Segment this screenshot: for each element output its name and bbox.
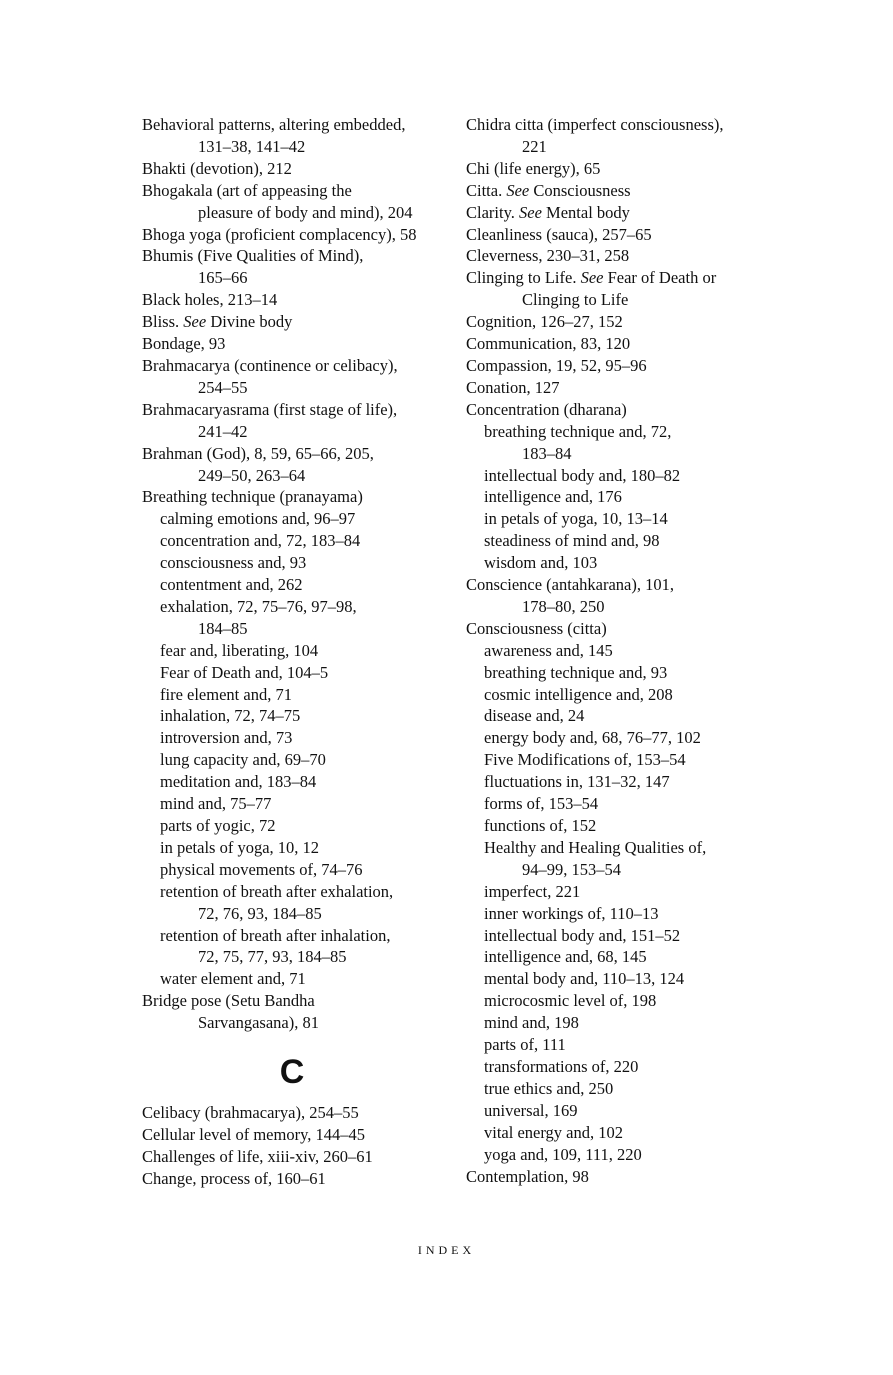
index-entry-line: true ethics and, 250	[484, 1078, 614, 1098]
section-letter-heading: C	[279, 1053, 305, 1092]
index-entry-line: Breathing technique (pranayama)	[142, 487, 363, 507]
index-entry-continuation: Clinging to Life	[522, 290, 629, 310]
index-entry-line: Cleverness, 230–31, 258	[466, 246, 630, 266]
index-entry-line: Celibacy (brahmacarya), 254–55	[142, 1103, 359, 1123]
index-entry	[142, 245, 452, 289]
index-entry-line: Contemplation, 98	[466, 1166, 589, 1186]
index-entry	[142, 990, 452, 1034]
index-entry	[466, 421, 776, 465]
index-entry	[466, 486, 776, 508]
index-entry-line: breathing technique and, 93	[484, 662, 668, 682]
index-entry-line: exhalation, 72, 75–76, 97–98,	[160, 596, 357, 616]
index-entries-c	[142, 1102, 452, 1190]
index-entry	[466, 1166, 776, 1188]
index-entry-line: Black holes, 213–14	[142, 290, 278, 310]
index-entry	[142, 662, 452, 684]
index-entry-line: retention of breath after exhalation,	[160, 881, 394, 901]
index-entry	[466, 662, 776, 684]
index-entry	[466, 399, 776, 421]
index-entry-line: Bondage, 93	[142, 334, 226, 354]
index-entry	[142, 114, 452, 158]
index-entry	[466, 552, 776, 574]
index-entry	[142, 158, 452, 180]
index-entry-continuation: 72, 76, 93, 184–85	[198, 903, 322, 923]
index-entry	[466, 618, 776, 640]
index-entry	[466, 684, 776, 706]
index-entry	[466, 245, 776, 267]
index-entry-line: wisdom and, 103	[484, 553, 598, 573]
index-entry	[142, 771, 452, 793]
index-entry-continuation: Sarvangasana), 81	[198, 1013, 319, 1033]
index-entry	[142, 574, 452, 596]
index-entry-line: fear and, liberating, 104	[160, 640, 319, 660]
index-entry-line: fluctuations in, 131–32, 147	[484, 772, 670, 792]
index-entry	[466, 465, 776, 487]
index-entry	[142, 1102, 452, 1124]
index-entry-line: functions of, 152	[484, 816, 597, 835]
index-entry	[142, 399, 452, 443]
index-entry-line: inner workings of, 110–13	[484, 903, 659, 923]
index-entry	[142, 508, 452, 530]
index-entry	[466, 705, 776, 727]
index-entry-line: fire element and, 71	[160, 684, 292, 704]
index-entry	[466, 530, 776, 552]
index-entry	[142, 881, 452, 925]
index-entry-line: Clinging to Life. See Fear of Death or	[466, 268, 717, 288]
index-entry	[142, 311, 452, 333]
index-entry-line: Citta. See Consciousness	[466, 180, 631, 200]
index-entries-b	[142, 114, 452, 1034]
index-entry-line: physical movements of, 74–76	[160, 859, 363, 879]
index-entry-line: Bhumis (Five Qualities of Mind),	[142, 246, 364, 266]
index-entry	[142, 815, 452, 837]
index-entry	[142, 925, 452, 969]
index-entry-line: Challenges of life, xiii-xiv, 260–61	[142, 1146, 373, 1166]
index-entry-line: in petals of yoga, 10, 13–14	[484, 509, 668, 529]
index-entry-line: energy body and, 68, 76–77, 102	[484, 728, 701, 748]
index-entry-line: microcosmic level of, 198	[484, 991, 657, 1011]
index-entry-line: intellectual body and, 180–82	[484, 465, 681, 485]
index-entry-line: Chidra citta (imperfect consciousness),	[466, 115, 724, 134]
index-entry-line: mind and, 75–77	[160, 794, 272, 814]
index-entry-line: Change, process of, 160–61	[142, 1168, 326, 1188]
index-entry-line: steadiness of mind and, 98	[484, 531, 660, 551]
index-entry-line: in petals of yoga, 10, 12	[160, 837, 320, 857]
index-entry-continuation: 178–80, 250	[522, 596, 605, 616]
index-entry-line: Consciousness (citta)	[466, 618, 607, 638]
index-entry-line: vital energy and, 102	[484, 1122, 623, 1142]
see-reference: See	[183, 312, 207, 332]
index-entry-line: awareness and, 145	[484, 640, 613, 660]
index-entry	[142, 596, 452, 640]
index-entry-line: retention of breath after inhalation,	[160, 925, 391, 945]
index-entry	[466, 1078, 776, 1100]
index-entry	[466, 946, 776, 968]
index-entry	[142, 355, 452, 399]
index-entry	[142, 443, 452, 487]
index-entry-line: Five Modifications of, 153–54	[484, 750, 686, 770]
index-entry	[142, 530, 452, 552]
index-entry-line: transformations of, 220	[484, 1056, 639, 1076]
index-entry	[466, 267, 776, 311]
index-entry-line: parts of yogic, 72	[160, 816, 276, 835]
index-entry	[142, 684, 452, 706]
index-entry	[466, 837, 776, 881]
index-entry	[142, 793, 452, 815]
index-entry	[142, 180, 452, 224]
index-entry	[466, 727, 776, 749]
index-entry	[466, 202, 776, 224]
index-entry	[466, 224, 776, 246]
index-entry	[466, 903, 776, 925]
index-entry	[466, 377, 776, 399]
index-entry-line: disease and, 24	[484, 706, 585, 726]
index-entry	[142, 968, 452, 990]
index-entry	[466, 114, 776, 158]
index-entry-line: Brahman (God), 8, 59, 65–66, 205,	[142, 443, 374, 463]
index-entry-line: lung capacity and, 69–70	[160, 750, 326, 770]
index-entries-c-continued	[466, 114, 776, 1187]
index-column-left	[142, 114, 452, 1190]
index-entry-line: mind and, 198	[484, 1013, 579, 1033]
index-entry-line: cosmic intelligence and, 208	[484, 684, 673, 704]
index-entry	[142, 1146, 452, 1168]
index-entry-continuation: pleasure of body and mind), 204	[198, 202, 413, 222]
index-entry-line: universal, 169	[484, 1100, 578, 1120]
index-entry	[466, 640, 776, 662]
index-entry-continuation: 254–55	[198, 377, 248, 397]
index-entry	[466, 771, 776, 793]
index-entry	[466, 311, 776, 333]
see-reference: See	[519, 202, 542, 222]
index-entry	[466, 333, 776, 355]
index-entry-line: Bridge pose (Setu Bandha	[142, 991, 315, 1011]
index-entry-line: Healthy and Healing Qualities of,	[484, 837, 707, 857]
index-entry-line: calming emotions and, 96–97	[160, 509, 356, 529]
index-entry-line: yoga and, 109, 111, 220	[484, 1144, 642, 1164]
index-entry	[466, 925, 776, 947]
index-entry-line: Brahmacaryasrama (first stage of life),	[142, 399, 398, 419]
index-entry	[142, 1168, 452, 1190]
index-entry	[466, 1100, 776, 1122]
index-entry-line: Chi (life energy), 65	[466, 158, 601, 178]
index-entry	[466, 1144, 776, 1166]
index-entry	[466, 881, 776, 903]
index-entry-line: concentration and, 72, 183–84	[160, 531, 361, 551]
index-entry	[466, 508, 776, 530]
index-entry-line: Bhoga yoga (proficient complacency), 58	[142, 224, 417, 244]
index-entry-line: breathing technique and, 72,	[484, 421, 672, 441]
index-entry-line: imperfect, 221	[484, 881, 581, 901]
index-entry-line: Bhakti (devotion), 212	[142, 158, 292, 178]
index-entry-line: Behavioral patterns, altering embedded,	[142, 115, 406, 134]
index-entry	[466, 1012, 776, 1034]
index-entry-line: parts of, 111	[484, 1035, 566, 1055]
index-entry	[142, 705, 452, 727]
index-entry-continuation: 94–99, 153–54	[522, 859, 621, 879]
index-entry-line: Cleanliness (sauca), 257–65	[466, 224, 652, 244]
index-entry-line: Clarity. See Mental body	[466, 202, 630, 222]
index-entry	[142, 552, 452, 574]
index-entry-continuation: 165–66	[198, 268, 248, 288]
index-entry	[466, 180, 776, 202]
index-entry	[142, 837, 452, 859]
page-footer-running-head: INDEX	[417, 1243, 476, 1257]
index-entry	[466, 990, 776, 1012]
index-entry-line: intelligence and, 176	[484, 487, 622, 507]
index-entry	[466, 815, 776, 837]
index-entry-line: Concentration (dharana)	[466, 399, 627, 419]
index-entry	[142, 640, 452, 662]
index-entry	[142, 333, 452, 355]
index-entry	[466, 355, 776, 377]
index-entry-continuation: 131–38, 141–42	[198, 136, 306, 156]
index-entry-line: water element and, 71	[160, 969, 306, 989]
index-entry	[466, 1034, 776, 1056]
index-entry-line: consciousness and, 93	[160, 553, 307, 573]
index-entry	[142, 224, 452, 246]
index-entry-line: meditation and, 183–84	[160, 772, 317, 792]
index-entry-line: forms of, 153–54	[484, 794, 599, 814]
index-entry	[142, 289, 452, 311]
index-entry-line: Conation, 127	[466, 377, 560, 397]
index-column-right	[466, 114, 776, 1187]
index-entry-line: Cellular level of memory, 144–45	[142, 1124, 365, 1144]
index-entry-line: Compassion, 19, 52, 95–96	[466, 355, 647, 375]
index-entry-continuation: 183–84	[522, 443, 572, 463]
index-entry-line: Cognition, 126–27, 152	[466, 312, 623, 332]
index-entry-line: introversion and, 73	[160, 728, 293, 748]
index-entry-line: Conscience (antahkarana), 101,	[466, 575, 674, 595]
index-entry	[466, 793, 776, 815]
index-entry	[142, 1124, 452, 1146]
index-entry	[466, 968, 776, 990]
index-entry-line: Fear of Death and, 104–5	[160, 662, 329, 682]
index-entry-line: Bhogakala (art of appeasing the	[142, 180, 352, 200]
index-entry	[466, 574, 776, 618]
see-reference: See	[580, 268, 604, 288]
index-entry-continuation: 72, 75, 77, 93, 184–85	[198, 947, 347, 967]
index-entry	[466, 158, 776, 180]
index-entry	[466, 1122, 776, 1144]
index-entry	[466, 1056, 776, 1078]
index-entry-continuation: 241–42	[198, 421, 248, 441]
index-entry-line: contentment and, 262	[160, 575, 303, 595]
index-entry-line: Brahmacarya (continence or celibacy),	[142, 355, 398, 375]
index-entry-line: intelligence and, 68, 145	[484, 947, 647, 967]
index-entry-line: Communication, 83, 120	[466, 334, 631, 354]
index-entry-line: intellectual body and, 151–52	[484, 925, 681, 945]
index-entry	[142, 859, 452, 881]
index-entry	[466, 749, 776, 771]
see-reference: See	[506, 180, 530, 200]
index-entry-continuation: 221	[522, 136, 547, 156]
index-entry	[142, 486, 452, 508]
index-entry	[142, 749, 452, 771]
index-entry-continuation: 249–50, 263–64	[198, 465, 306, 485]
index-entry-line: mental body and, 110–13, 124	[484, 969, 685, 989]
index-entry-continuation: 184–85	[198, 618, 248, 638]
index-entry-line: Bliss. See Divine body	[142, 312, 293, 332]
index-entry	[142, 727, 452, 749]
index-entry-line: inhalation, 72, 74–75	[160, 706, 301, 726]
